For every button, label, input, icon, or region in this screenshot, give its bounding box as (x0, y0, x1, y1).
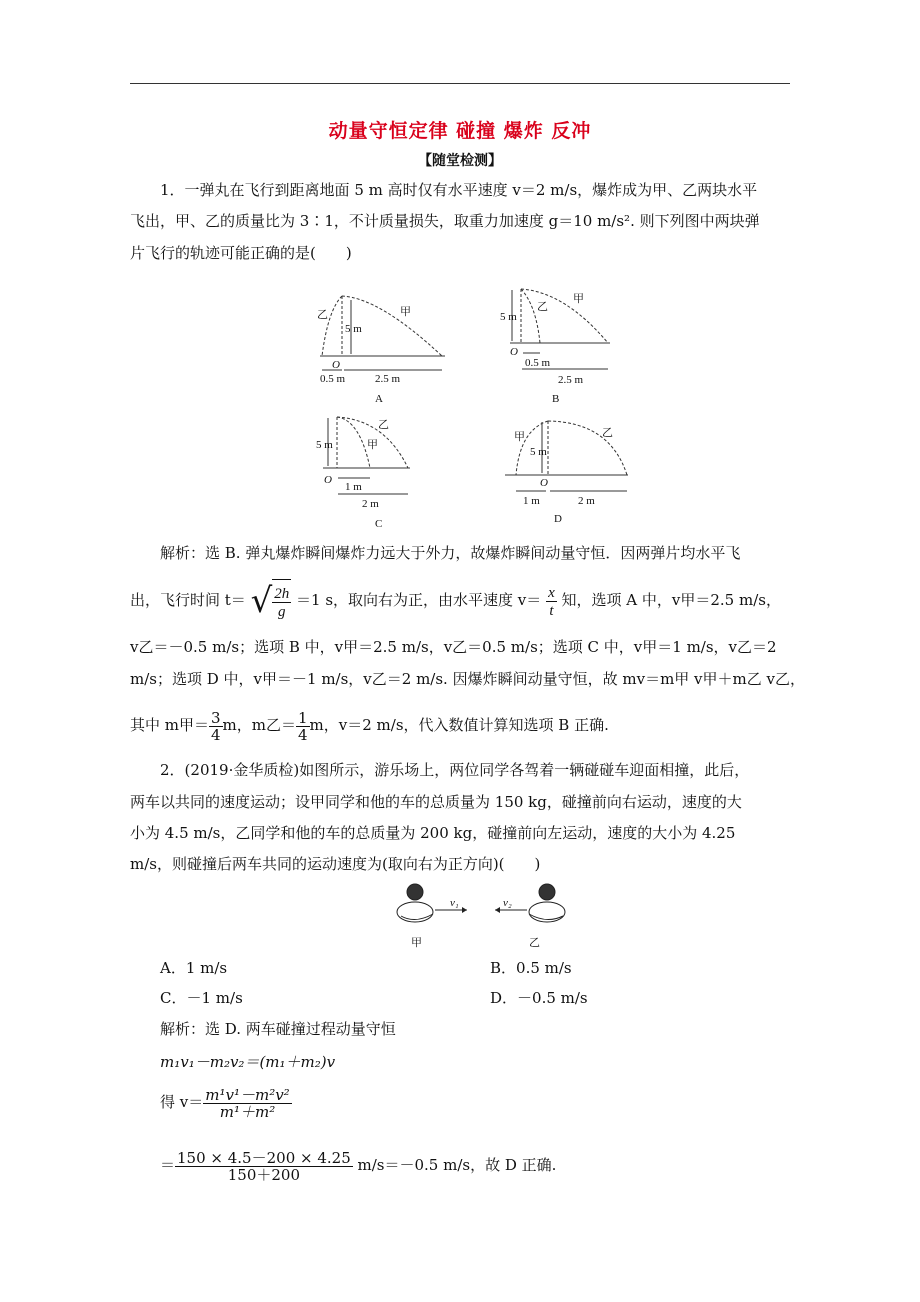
fig-b-yi: 乙 (537, 301, 548, 313)
fig-a-label: A (375, 393, 383, 405)
frac-num: 2h (274, 586, 290, 602)
frac-den: g (278, 604, 286, 620)
fig-c-jia: 甲 (367, 439, 378, 451)
fig-d-left: 1 m (523, 495, 540, 507)
fraction (296, 710, 310, 743)
yi-label: 乙 (529, 937, 540, 949)
frac-num: x (548, 584, 555, 601)
q1-analysis-line (130, 578, 781, 624)
frac-num: 1 (298, 708, 308, 727)
fig-b-right: 2.5 m (558, 374, 584, 386)
option-a: A．1 m/s (160, 959, 228, 977)
fig-b-jia: 甲 (573, 293, 584, 305)
car-yi-icon (529, 884, 565, 922)
frac-den: t (549, 602, 554, 619)
q1-analysis-line: v乙＝－0.5 m/s；选项 B 中，v甲＝2.5 m/s，v乙＝0.5 m/s；选项 C 中，v甲＝1 m/s，v乙＝2 (130, 638, 777, 656)
frac-den: 4 (211, 725, 221, 744)
fig-b-height: 5 m (500, 311, 517, 323)
v1-label: v₁ (450, 897, 459, 909)
fig-a-height: 5 m (345, 323, 362, 335)
fig-b-origin: O (510, 346, 518, 358)
text: ＝1 s，取向右为正，由水平速度 v＝ (296, 591, 542, 609)
figure-c (323, 417, 410, 494)
option-b: B．0.5 m/s (490, 959, 572, 977)
frac-num: 3 (211, 708, 221, 727)
fig-d-origin: O (540, 477, 548, 489)
page-title: 动量守恒定律 碰撞 爆炸 反冲 (328, 120, 592, 142)
text: 出，飞行时间 t＝ (130, 591, 246, 609)
fig-c-left: 1 m (345, 481, 362, 493)
q1-analysis-line: 解析：选 B. 弹丸爆炸瞬间爆炸力远大于外力，故爆炸瞬间动量守恒．因两弹片均水平飞 (160, 544, 741, 562)
text: 得 v＝ (160, 1093, 204, 1111)
q2-stem-line: 小为 4.5 m/s，乙同学和他的车的总质量为 200 kg，碰撞前向左运动，速度的大小为 4.25 (130, 824, 736, 842)
fig-c-origin: O (324, 474, 332, 486)
frac-den: 4 (298, 725, 308, 744)
fig-c-label: C (375, 518, 383, 530)
fig-b-label: B (552, 393, 560, 405)
frac-den: m¹＋m² (219, 1102, 276, 1121)
header-rule (130, 83, 790, 84)
q2-analysis-line (160, 1143, 556, 1187)
fraction (175, 1150, 353, 1183)
fraction (546, 584, 557, 619)
frac-num: m¹v¹－m²v² (205, 1085, 290, 1104)
fig-a-left: 0.5 m (320, 373, 346, 385)
frac-num: 150 × 4.5－200 × 4.25 (177, 1148, 351, 1167)
jia-label: 甲 (411, 937, 422, 949)
fig-d-right: 2 m (578, 495, 595, 507)
option-d: D．－0.5 m/s (490, 989, 588, 1007)
text: 其中 m甲＝ (130, 716, 209, 734)
sqrt-expression: √ $\frac{2h}{g}$ (251, 579, 292, 624)
fig-a-origin: O (332, 359, 340, 371)
q2-equation: m₁v₁－m₂v₂＝(m₁＋m₂)v (160, 1053, 336, 1071)
fig-d-height: 5 m (530, 446, 547, 458)
text: m/s＝－0.5 m/s，故 D 正确. (352, 1156, 557, 1174)
q1-analysis-line (130, 703, 609, 747)
text: m，m乙＝ (222, 716, 296, 734)
q2-analysis-line: 解析：选 D. 两车碰撞过程动量守恒 (160, 1020, 396, 1038)
q1-figures (300, 280, 640, 530)
q1-stem-line: 1．一弹丸在飞行到距离地面 5 m 高时仅有水平速度 v＝2 m/s，爆炸成为甲、乙两块水平 (160, 181, 758, 199)
fig-b-left: 0.5 m (525, 357, 551, 369)
q2-stem-line: m/s，则碰撞后两车共同的运动速度为(取向右为正方向)( ) (130, 855, 541, 873)
bumper-cars-figure (395, 878, 575, 953)
frac-den: 150＋200 (227, 1165, 301, 1184)
v2-label: v₂ (503, 897, 512, 909)
q1-stem-line: 飞出，甲、乙的质量比为 3∶1，不计质量损失，取重力加速度 g＝10 m/s². 则下列图中两块弹 (130, 212, 760, 230)
q2-analysis-line (160, 1080, 292, 1124)
section-heading: 【随堂检测】 (418, 153, 502, 169)
fig-c-height: 5 m (316, 439, 333, 451)
fig-c-yi: 乙 (378, 419, 389, 431)
fig-a-jia: 甲 (400, 306, 411, 318)
text: 知，选项 A 中，v甲＝2.5 m/s， (561, 591, 781, 609)
fig-d-label: D (554, 513, 562, 525)
fig-a-yi: 乙 (317, 309, 328, 321)
fig-d-yi: 乙 (602, 427, 613, 439)
q1-analysis-line: m/s；选项 D 中，v甲＝－1 m/s，v乙＝2 m/s. 因爆炸瞬间动量守恒，故 mv＝m甲 v甲＋m乙 v乙， (130, 670, 805, 688)
fraction (209, 710, 223, 743)
q2-stem-line: 两车以共同的速度运动；设甲同学和他的车的总质量为 150 kg，碰撞前向右运动，速度的大 (130, 793, 742, 811)
fig-c-right: 2 m (362, 498, 379, 510)
fig-a-right: 2.5 m (375, 373, 401, 385)
q2-stem-line: 2．(2019·金华质检)如图所示，游乐场上，两位同学各驾着一辆碰碰车迎面相撞，此后， (160, 761, 750, 779)
text: m，v＝2 m/s，代入数值计算知选项 B 正确. (309, 716, 609, 734)
car-jia-icon (397, 884, 433, 922)
q1-stem-line: 片飞行的轨迹可能正确的是( ) (130, 244, 352, 262)
option-c: C．－1 m/s (160, 989, 243, 1007)
text: ＝ (160, 1156, 176, 1174)
fig-d-jia: 甲 (514, 431, 525, 443)
fraction (203, 1087, 291, 1120)
